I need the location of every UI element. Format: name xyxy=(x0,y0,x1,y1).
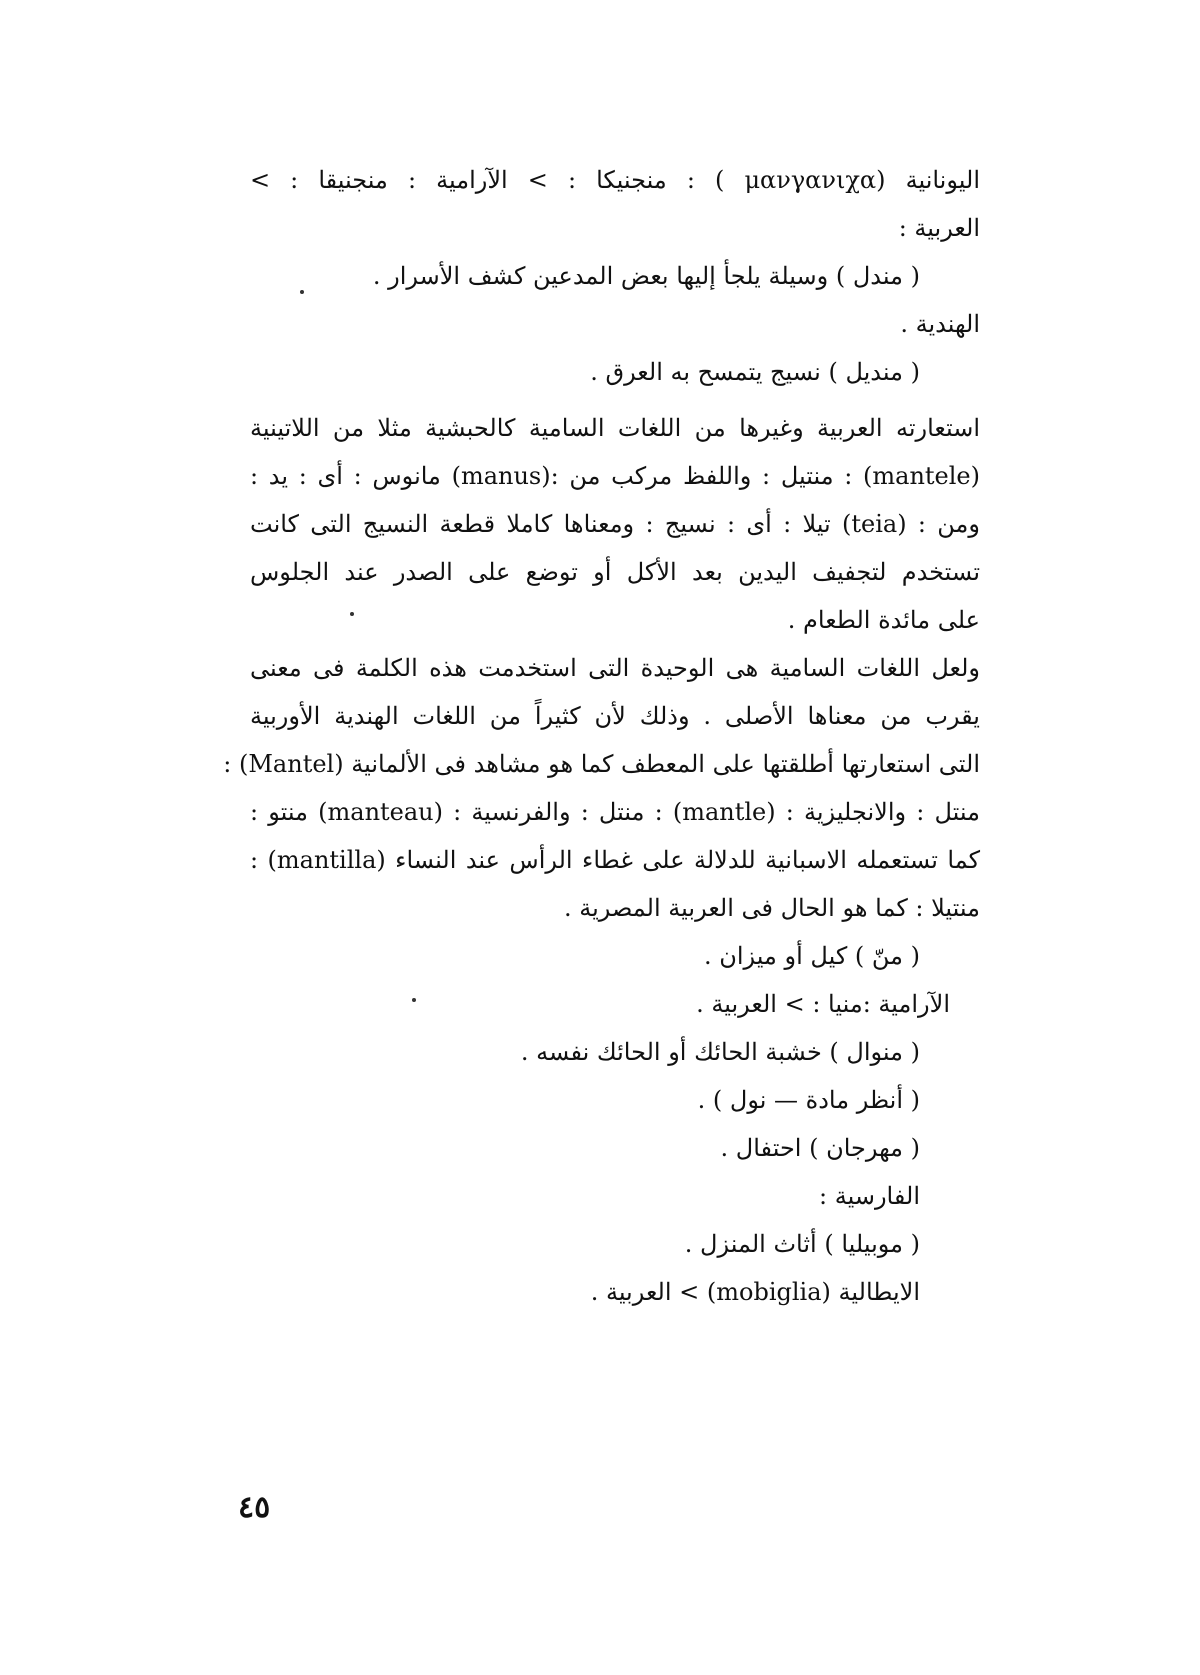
scan-speck xyxy=(412,998,416,1002)
text-line: الايطالية (mobiglia) > العربية . xyxy=(590,1278,920,1306)
text-line: العربية : xyxy=(898,214,980,242)
text-line: منتيلا : كما هو الحال فى العربية المصرية . xyxy=(563,894,980,922)
text-line: الهندية . xyxy=(900,310,980,338)
text-line: ( منّ ) كيل أو ميزان . xyxy=(704,942,920,970)
page-body xyxy=(223,165,980,1325)
text-line: ولعل اللغات السامية هى الوحيدة التى استخدمت هذه الكلمة فى معنى xyxy=(250,654,980,682)
text-line: منتل : والانجليزية : (mantle) : منتل : والفرنسية : (manteau) منتو : xyxy=(250,798,980,826)
scan-speck xyxy=(350,612,354,616)
text-line: التى استعارتها أطلقتها على المعطف كما هو مشاهد فى الألمانية (Mantel) : xyxy=(223,750,980,778)
text-line: يقرب من معناها الأصلى . وذلك لأن كثيراً من اللغات الهندية الأوربية xyxy=(250,702,980,730)
text-line: على مائدة الطعام . xyxy=(787,606,980,634)
text-line: ( مندل ) وسيلة يلجأ إليها بعض المدعين كشف الأسرار . xyxy=(372,262,920,290)
text-line: تستخدم لتجفيف اليدين بعد الأكل أو توضع على الصدر عند الجلوس xyxy=(250,558,980,586)
scan-speck xyxy=(300,290,304,294)
text-line: (mantele) : منتيل : واللفظ مركب من :(manus) مانوس : أى : يد : xyxy=(250,462,980,490)
text-line: ( موبيليا ) أثاث المنزل . xyxy=(684,1230,920,1258)
text-line: الفارسية : xyxy=(819,1182,920,1210)
text-line: ( منوال ) خشبة الحائك أو الحائك نفسه . xyxy=(520,1038,920,1066)
text-line: استعارته العربية وغيرها من اللغات السامية كالحبشية مثلا من اللاتينية xyxy=(250,414,980,442)
text-line: الآرامية :منيا : > العربية . xyxy=(696,990,950,1018)
text-line: اليونانية (μανγανιχα ) : منجنيكا : > الآرامية : منجنيقا : > xyxy=(250,166,980,194)
text-line: كما تستعمله الاسبانية للدلالة على غطاء الرأس عند النساء (mantilla) : xyxy=(250,846,980,874)
text-line: ( مهرجان ) احتفال . xyxy=(720,1134,920,1162)
text-line: ( أنظر مادة — نول ) . xyxy=(697,1086,920,1114)
text-line: ( منديل ) نسيج يتمسح به العرق . xyxy=(590,358,920,386)
page-number: ٤٥ xyxy=(238,1490,271,1525)
text-line: ومن : (teia) تيلا : أى : نسيج : ومعناها كاملا قطعة النسيج التى كانت xyxy=(250,510,980,538)
